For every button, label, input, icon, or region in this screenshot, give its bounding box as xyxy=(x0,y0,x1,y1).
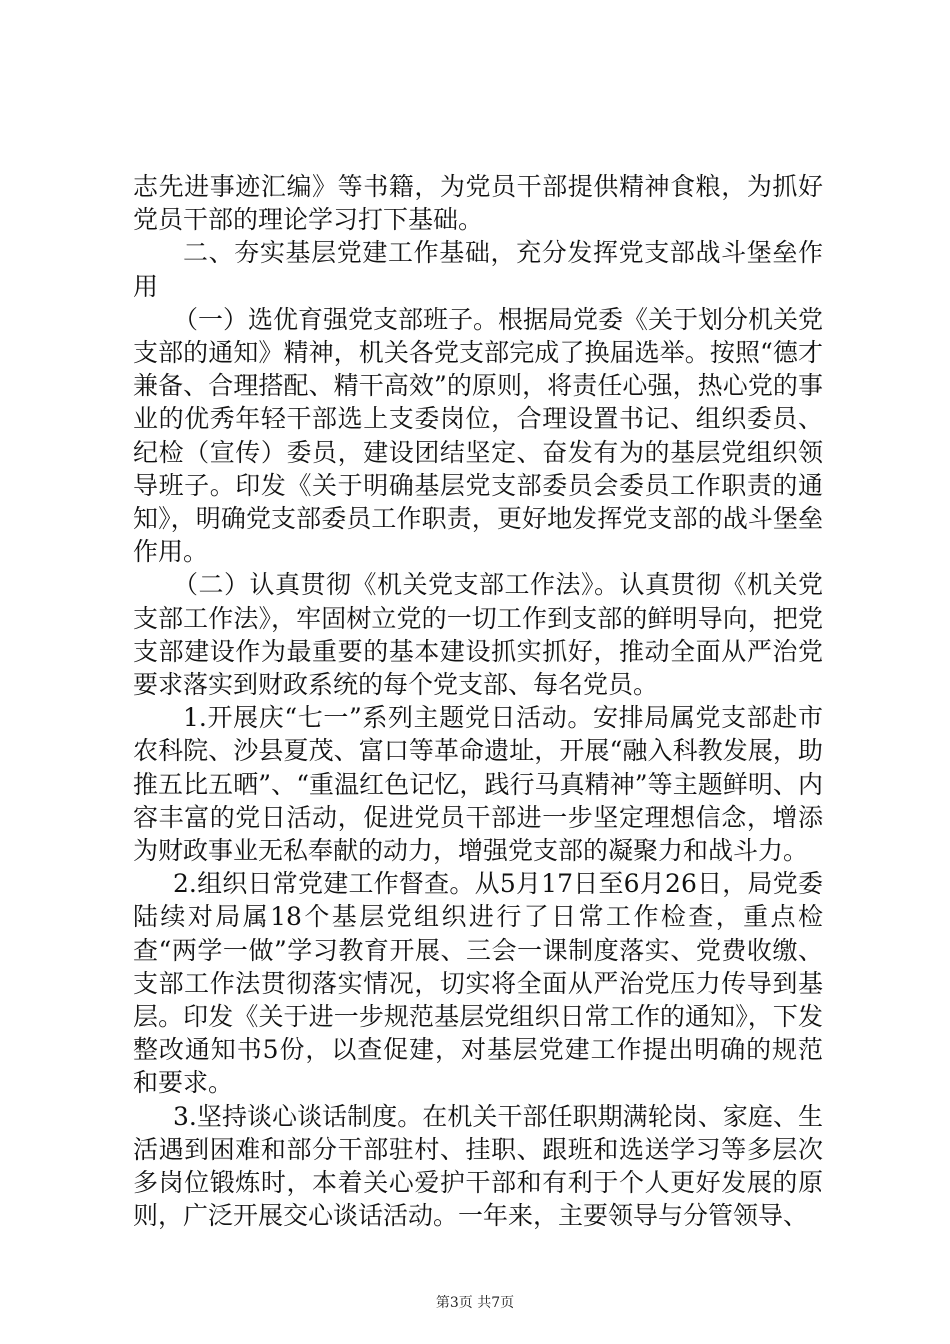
subsection-1-paragraph: （一）选优育强党支部班子。根据局党委《关于划分机关党支部的通知》精神，机关各党支部完成了换届选举。按照“德才兼备、合理搭配、精干高效”的原则，将责任心强，热心党的事业的优秀年轻干部选上支委岗位，合理设置书记、组织委员、纪检（宣传）委员，建设团结坚定、奋发有为的基层党组织领导班子。印发《关于明确基层党支部委员会委员工作职责的通知》，明确党支部委员工作职责，更好地发挥党支部的战斗堡垒作用。 xyxy=(133,304,824,567)
item-2-paragraph: 2.组织日常党建工作督查。从5月17日至6月26日，局党委陆续对局属18个基层党组织进行了日常工作检查，重点检查“两学一做”学习教育开展、三会一课制度落实、党费收缴、支部工作法贯彻落实情况，切实将全面从严治党压力传导到基层。印发《关于进一步规范基层党组织日常工作的通知》，下发整改通知书5份，以查促建，对基层党建工作提出明确的规范和要求。 xyxy=(133,869,823,1098)
item-3-paragraph: 3.坚持谈心谈话制度。在机关干部任职期满轮岗、家庭、生活遇到困难和部分干部驻村、挂职、跟班和选送学习等多层次多岗位锻炼时，本着关心爱护干部和有利于个人更好发展的原则，广泛开展交心谈话活动。一年来，主要领导与分管领导、 xyxy=(133,1101,823,1231)
subsection-2-paragraph: （二）认真贯彻《机关党支部工作法》。认真贯彻《机关党支部工作法》，牢固树立党的一切工作到支部的鲜明导向，把党支部建设作为最重要的基本建设抓实抓好，推动全面从严治党要求落实到财政系统的每个党支部、每名党员。 xyxy=(133,570,823,700)
document-body xyxy=(133,170,823,1233)
page-footer: 第3页 共7页 xyxy=(435,1295,515,1311)
item-1-paragraph: 1.开展庆“七一”系列主题党日活动。安排局属党支部赴市农科院、沙县夏茂、富口等革命遗址，开展“融入科教发展，助推五比五晒”、“重温红色记忆，践行马真精神”等主题鲜明、内容丰富的党日活动，促进党员干部进一步坚定理想信念，增添为财政事业无私奉献的动力，增强党支部的凝聚力和战斗力。 xyxy=(133,703,823,866)
paragraph-continuation: 志先进事迹汇编》等书籍，为党员干部提供精神食粮，为抓好党员干部的理论学习打下基础。 xyxy=(133,172,823,235)
section-heading-2: 二、夯实基层党建工作基础，充分发挥党支部战斗堡垒作用 xyxy=(133,238,823,301)
